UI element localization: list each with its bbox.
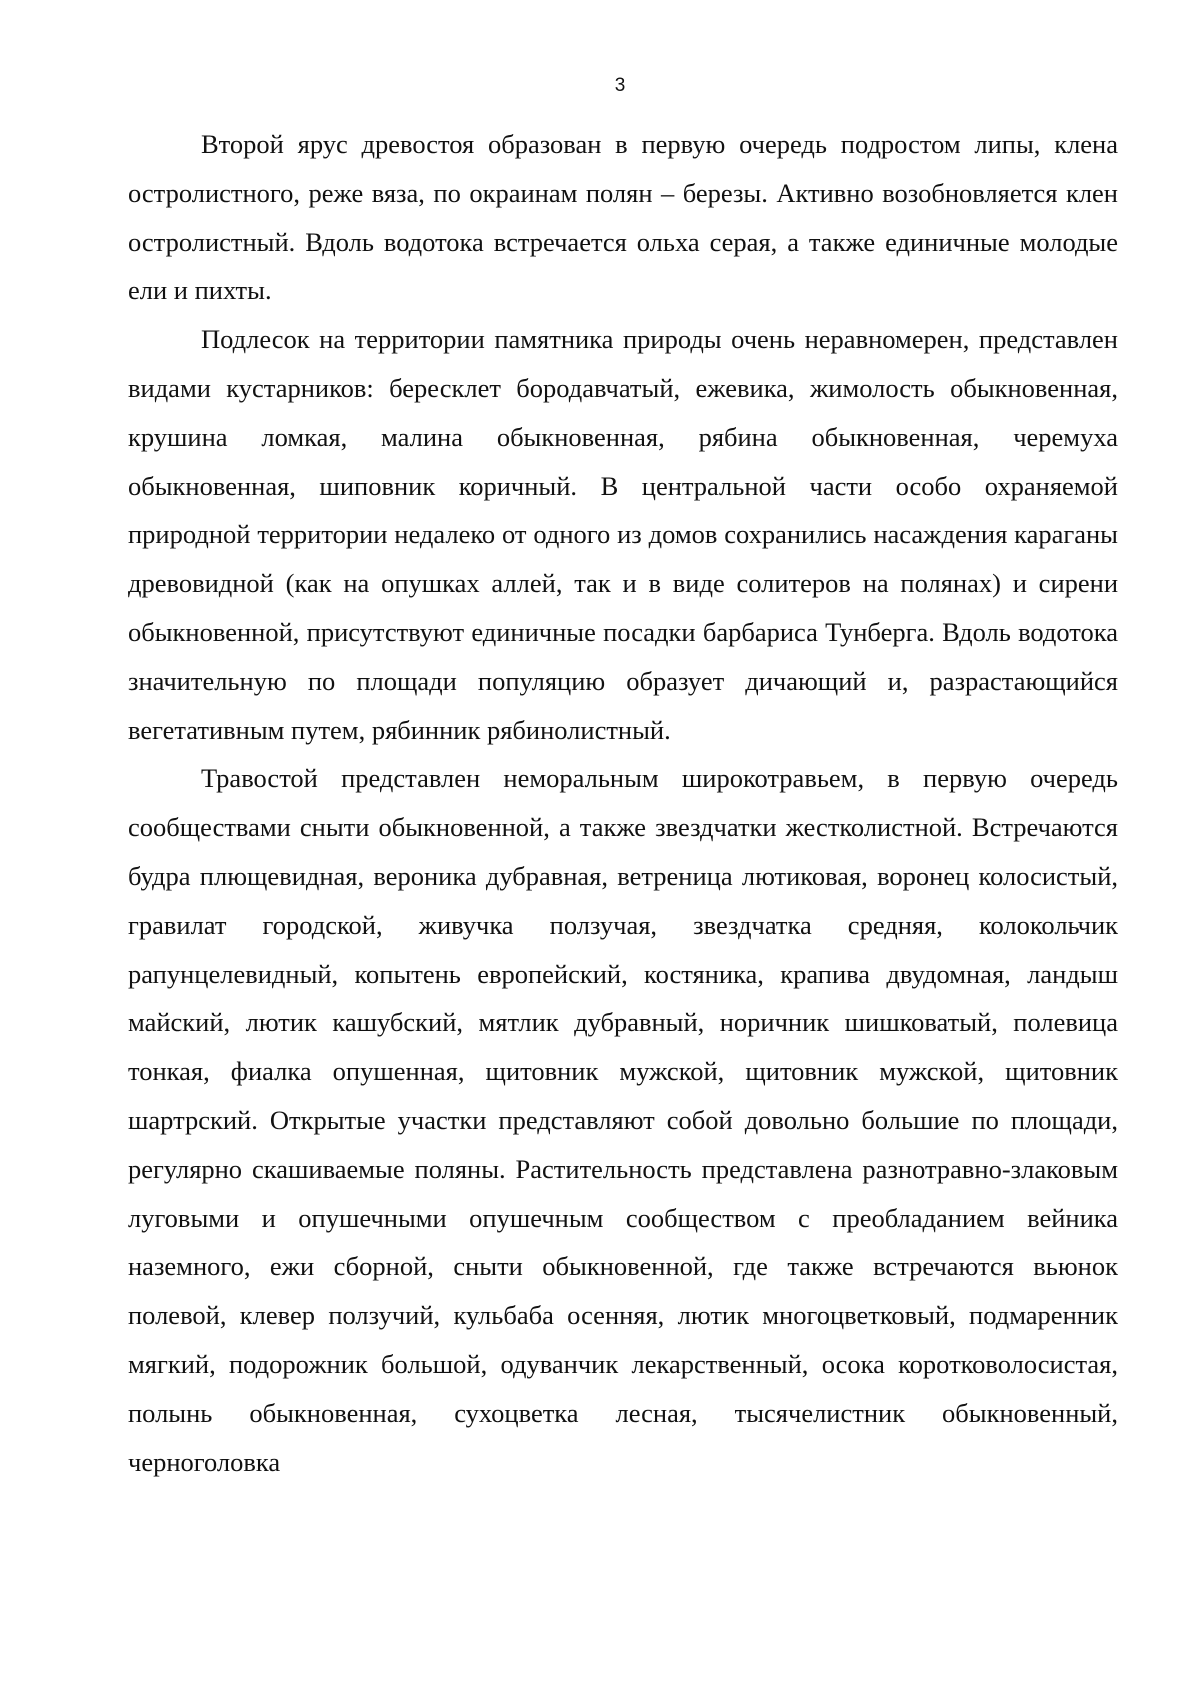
- paragraph-undergrowth: Подлесок на территории памятника природы очень неравномерен, представлен видами кустарников: бересклет бородавчатый, ежевика, жимолость обыкновенная, крушина ломкая, малина обыкновенная, рябина обыкновенная, черемуха обыкновенная, шиповник коричный. В центральной части особо охраняемой природной территории недалеко от одного из домов сохранились насаждения караганы древовидной (как на опушках аллей, так и в виде солитеров на полянах) и сирени обыкновенной, присутствуют единичные посадки барбариса Тунберга. Вдоль водотока значительную по площади популяцию образует дичающий и, разрастающийся вегетативным путем, рябинник рябинолистный.: [128, 324, 1118, 745]
- paragraph-herbage: Травостой представлен неморальным широкотравьем, в первую очередь сообществами сныти обыкновенной, а также звездчатки жестколистной. Встречаются будра плющевидная, вероника дубравная, ветреница лютиковая, воронец колосистый, гравилат городской, живучка ползучая, звездчатка средняя, колокольчик рапунцелевидный, копытень европейский, костяника, крапива двудомная, ландыш майский, лютик кашубский, мятлик дубравный, норичник шишковатый, полевица тонкая, фиалка опушенная, щитовник мужской, щитовник мужской, щитовник шартрский. Открытые участки представляют собой довольно большие по площади, регулярно скашиваемые поляны. Растительность представлена разнотравно-злаковым луговыми и опушечными опушечным сообществом с преобладанием вейника наземного, ежи сборной, сныти обыкновенной, где также встречаются вьюнок полевой, клевер ползучий, кульбаба осенняя, лютик многоцветковый, подмаренник мягкий, подорожник большой, одуванчик лекарственный, осока коротковолосистая, полынь обыкновенная, сухоцветка лесная, тысячелистник обыкновенный, черноголовка: [128, 763, 1118, 1477]
- paragraph-second-tier: Второй ярус древостоя образован в первую очередь подростом липы, клена остролистного, реже вяза, по окраинам полян – березы. Активно возобновляется клен остролистный. Вдоль водотока встречается ольха серая, а также единичные молодые ели и пихты.: [128, 129, 1118, 306]
- page-number: 3: [614, 75, 626, 96]
- document-body: [128, 120, 1118, 1486]
